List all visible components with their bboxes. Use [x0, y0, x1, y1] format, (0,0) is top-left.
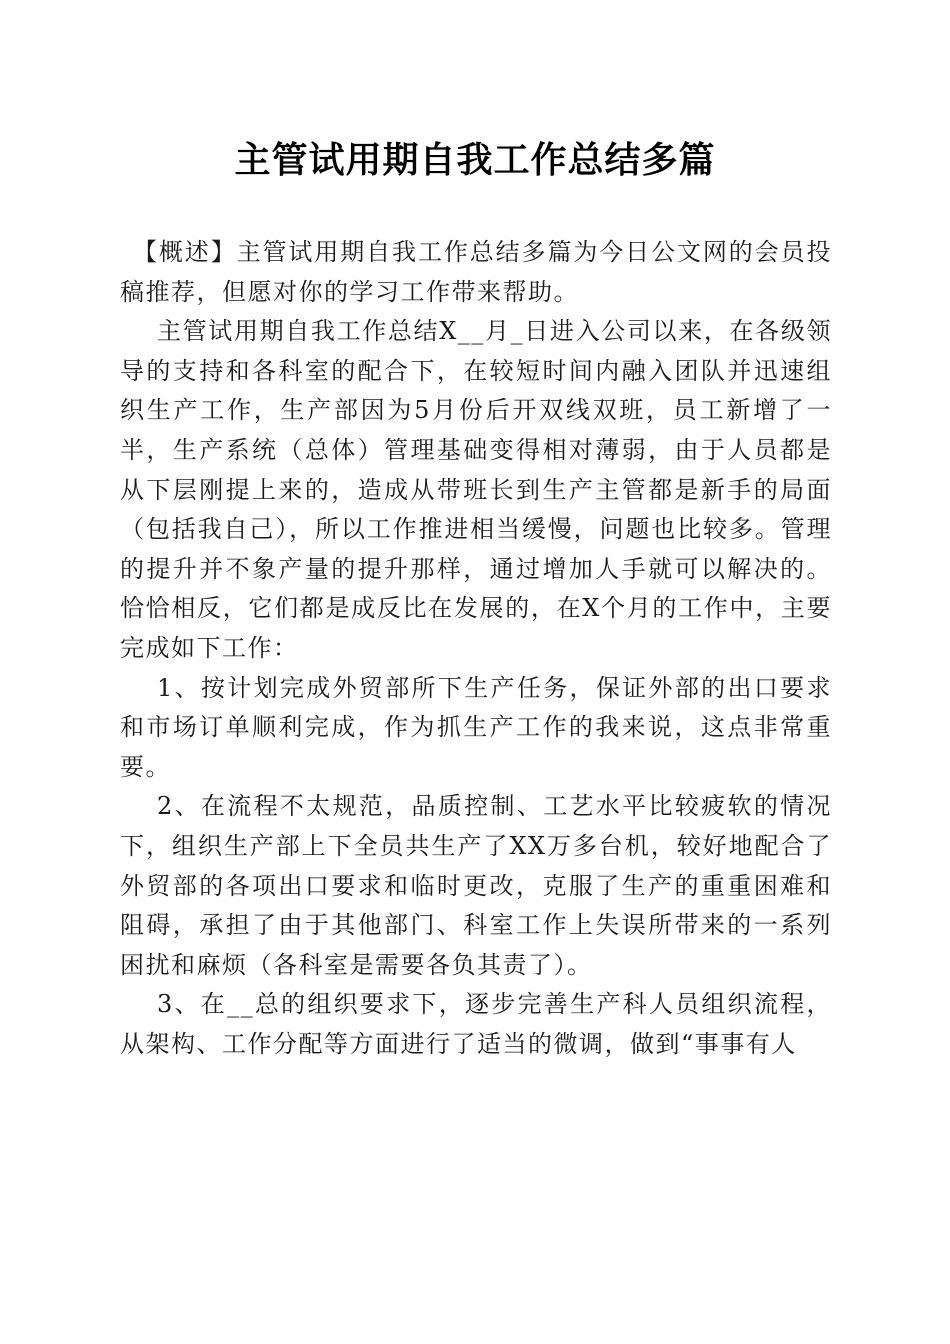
paragraph-item-2: 2、在流程不太规范，品质控制、工艺水平比较疲软的情况下，组织生产部上下全员共生产了XX万多台机，较好地配合了外贸部的各项出口要求和临时更改，克服了生产的重重困难和阻碍，承担了由于其他部门、科室工作上失误所带来的一系列困扰和麻烦（各科室是需要各负其责了）。 [120, 792, 832, 979]
document-body [120, 233, 832, 1064]
paragraph-overview: 【概述】主管试用期自我工作总结多篇为今日公文网的会员投稿推荐，但愿对你的学习工作带来帮助。 [120, 238, 832, 306]
paragraph-item-1: 1、按计划完成外贸部所下生产任务，保证外部的出口要求和市场订单顺利完成，作为抓生产工作的我来说，这点非常重要。 [120, 673, 832, 781]
document-title: 主管试用期自我工作总结多篇 [234, 139, 716, 181]
paragraph-item-3: 3、在__总的组织要求下，逐步完善生产科人员组织流程，从架构、工作分配等方面进行了适当的微调，做到“事事有人 [120, 990, 832, 1058]
paragraph-introduction: 主管试用期自我工作总结X__月_日进入公司以来，在各级领导的支持和各科室的配合下，在较短时间内融入团队并迅速组织生产工作，生产部因为5月份后开双线双班，员工新增了一半，生产系统（总体）管理基础变得相对薄弱，由于人员都是从下层刚提上来的，造成从带班长到生产主管都是新手的局面（包括我自己），所以工作推进相当缓慢，问题也比较多。管理的提升并不象产量的提升那样，通过增加人手就可以解决的。恰恰相反，它们都是成反比在发展的，在X个月的工作中，主要完成如下工作： [120, 317, 832, 662]
